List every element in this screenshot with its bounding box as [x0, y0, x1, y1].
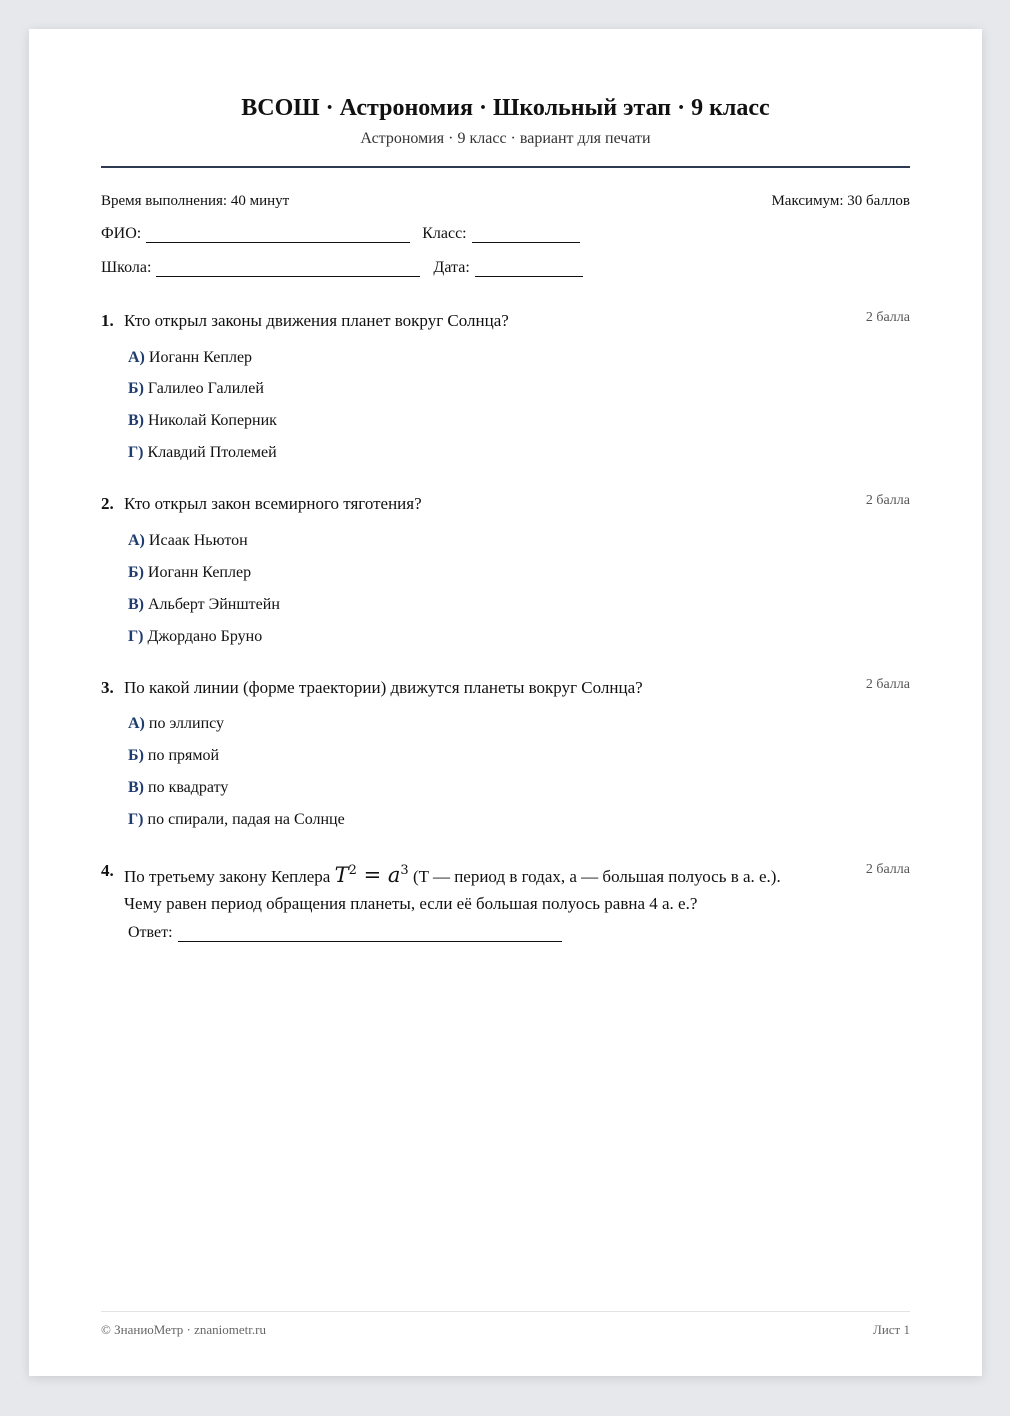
header-divider: [101, 166, 910, 168]
question-points: 2 балла: [865, 310, 910, 325]
footer-copyright: © ЗнаниоМетр · znaniometr.ru: [101, 1322, 266, 1337]
question-number: 2.: [101, 494, 114, 513]
option-text: по квадрату: [148, 779, 229, 796]
option-text: Иоганн Кеплер: [148, 349, 253, 366]
answer-row: [128, 924, 562, 942]
school-label: Школа:: [101, 259, 152, 276]
option-letter: В): [128, 412, 144, 429]
option-c[interactable]: [128, 596, 280, 614]
option-text: Галилео Галилей: [147, 380, 264, 397]
question-text: Кто открыл законы движения планет вокруг Солнца?: [124, 311, 509, 330]
option-letter: В): [128, 596, 144, 613]
max-score: Максимум: 30 баллов: [771, 193, 910, 209]
question-text-after: (T — период в годах, a — большая полуось в а. е.).: [412, 867, 781, 886]
option-text: Клавдий Птолемей: [147, 444, 277, 461]
option-letter: Б): [128, 747, 144, 764]
formula-t-exponent: 2: [348, 863, 357, 878]
option-letter: Б): [128, 380, 144, 397]
option-text: по спирали, падая на Солнце: [147, 811, 345, 828]
question-4: [101, 857, 910, 941]
question-points: 2 балла: [865, 493, 910, 508]
option-a[interactable]: [128, 349, 252, 367]
option-text: Исаак Ньютон: [148, 532, 248, 549]
question-text-before: По третьему закону Кеплера: [124, 867, 331, 886]
formula-a-exponent: 3: [400, 863, 409, 878]
page-subtitle: Астрономия · 9 класс · вариант для печати: [360, 130, 651, 147]
option-b[interactable]: [128, 380, 264, 398]
question-number: 3.: [101, 678, 114, 697]
option-d[interactable]: [128, 444, 277, 462]
question-text: [124, 857, 834, 917]
option-d[interactable]: [128, 628, 262, 646]
school-blank[interactable]: [156, 262, 420, 277]
option-letter: Г): [128, 444, 144, 461]
option-text: Альберт Эйнштейн: [148, 596, 280, 613]
footer-sheet-number: Лист 1: [873, 1322, 910, 1337]
option-letter: Г): [128, 628, 144, 645]
question-1: [101, 307, 910, 461]
school-date-row: [101, 259, 583, 277]
option-a[interactable]: [128, 532, 248, 550]
option-b[interactable]: [128, 747, 219, 765]
option-text: по прямой: [147, 747, 220, 764]
time-limit: Время выполнения: 40 минут: [101, 193, 290, 209]
kepler-formula: [335, 863, 409, 887]
fio-class-row: [101, 225, 580, 243]
option-c[interactable]: [128, 779, 228, 797]
option-letter: Б): [128, 564, 144, 581]
option-b[interactable]: [128, 564, 251, 582]
question-2: [101, 490, 910, 645]
question-text: Кто открыл закон всемирного тяготения?: [124, 494, 422, 513]
question-points: 2 балла: [865, 862, 910, 877]
question-number: 1.: [101, 311, 114, 330]
option-text: Иоганн Кеплер: [147, 564, 252, 581]
date-label: Дата:: [433, 259, 470, 276]
question-3: [101, 674, 910, 828]
question-text: По какой линии (форме траектории) движутся планеты вокруг Солнца?: [124, 678, 643, 697]
option-d[interactable]: [128, 811, 345, 829]
footer-divider: [101, 1311, 910, 1312]
option-text: по эллипсу: [148, 715, 225, 732]
option-letter: В): [128, 779, 144, 796]
option-letter: Г): [128, 811, 144, 828]
answer-label: Ответ:: [128, 924, 173, 941]
option-letter: А): [128, 349, 145, 366]
formula-t: T: [334, 863, 349, 887]
question-points: 2 балла: [865, 677, 910, 692]
option-text: Николай Коперник: [148, 412, 277, 429]
class-blank[interactable]: [472, 228, 580, 243]
meta-row: [101, 193, 910, 210]
option-c[interactable]: [128, 412, 277, 430]
exam-sheet: [29, 29, 982, 1376]
date-blank[interactable]: [475, 262, 583, 277]
class-label: Класс:: [422, 225, 467, 242]
option-a[interactable]: [128, 715, 224, 733]
formula-a: a: [387, 863, 401, 887]
option-text: Джордано Бруно: [147, 628, 263, 645]
option-letter: А): [128, 715, 145, 732]
question-number: 4.: [101, 861, 114, 880]
fio-label: ФИО:: [101, 225, 142, 242]
page-title: ВСОШ · Астрономия · Школьный этап · 9 класс: [241, 95, 770, 121]
formula-equals: =: [363, 863, 382, 887]
option-letter: А): [128, 532, 145, 549]
question-text-line2: Чему равен период обращения планеты, если её большая полуось равна 4 а. е.?: [124, 894, 698, 913]
fio-blank[interactable]: [146, 228, 410, 243]
answer-blank[interactable]: [178, 927, 562, 942]
